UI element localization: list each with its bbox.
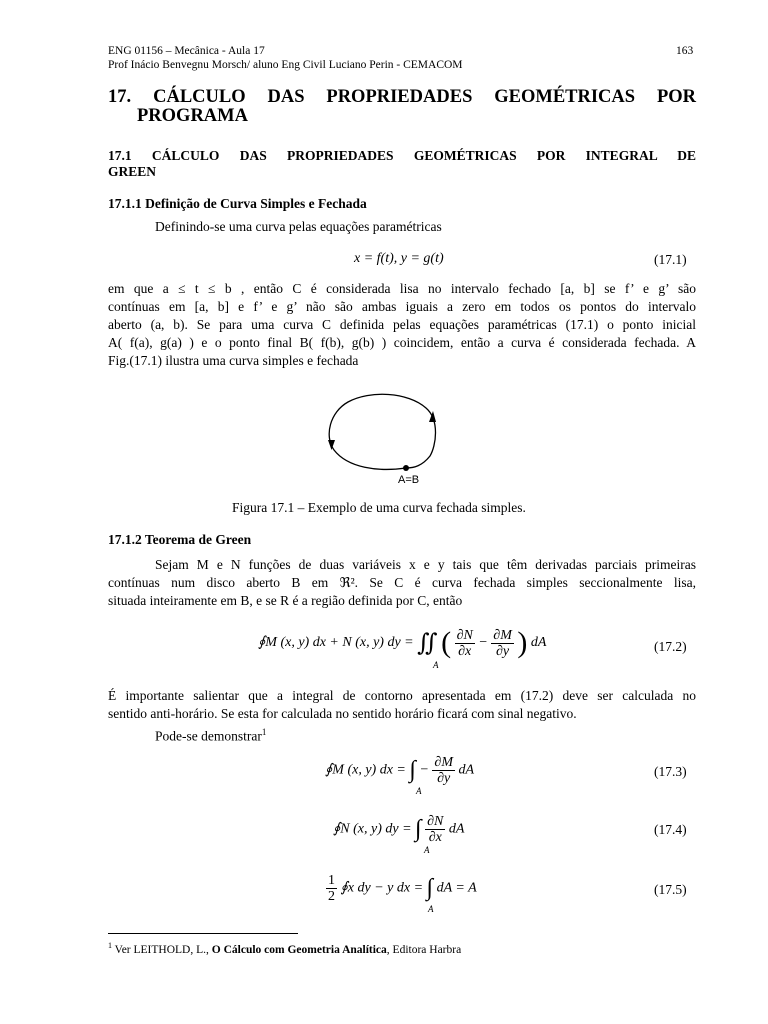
paragraph-line: situada inteiramente em B, e se R é a região definida por C, então [108,593,463,608]
section-title-line2: PROGRAMA [137,106,248,126]
left-paren: ( [441,626,452,659]
footnote-prefix: Ver LEITHOLD, L., [114,943,212,956]
running-header-authors: Prof Inácio Benvegnu Morsch/ aluno Eng Civil Luciano Perin - CEMACOM [108,59,463,71]
fraction-one-half [326,873,337,904]
area-differential: dA [530,635,547,651]
integral-sign: ∫ [409,757,416,783]
footnote-reference: 1 [261,727,267,737]
double-integral-sign: ∬ [417,630,438,657]
paragraph-contour-direction [108,687,696,746]
paragraph-line: É importante salientar que a integral de contorno apresentada em (17.2) deve ser calculada no [108,688,696,703]
eq-17-3-lhs: ∮M (x, y) dx = [325,762,406,778]
footnote-book-title: O Cálculo com Geometria Analítica [211,943,387,956]
subsubsection-title-2: 17.1.2 Teorema de Green [108,532,252,547]
equation-number-17-5: (17.5) [654,882,687,897]
footnote-mark: 1 [108,941,112,950]
direction-arrow-left [328,440,335,450]
equation-17-4 [333,814,464,845]
integral-sign: ∫ [426,875,434,901]
equation-17-2 [258,626,546,660]
section-number: 17. [108,87,132,107]
equation-number-17-4: (17.4) [654,822,687,837]
region-label: A [433,660,439,670]
denominator: ∂x [458,643,472,659]
paragraph-line: A( f(a), g(a) ) e o ponto final B( f(b), g(b) ) coincidem, então a curva é considerada fechada. A [108,335,696,350]
denominator: 2 [328,889,335,904]
numerator: ∂M [493,627,512,643]
numerator: ∂N [456,627,473,643]
eq-17-2-lhs: ∮M (x, y) dx + N (x, y) dy = [258,635,414,651]
paragraph-line: Sejam M e N funções de duas variáveis x e y tais que têm derivadas parciais primeiras [155,557,696,572]
start-end-point [403,465,409,471]
paragraph-line: aberto (a, b). Se para uma curva C definida pelas equações paramétricas (17.1) o ponto inicial [108,317,696,332]
equation-17-5 [326,873,477,904]
closed-curve-figure [318,388,448,488]
demonstrate-text: Pode-se demonstrar [155,728,262,744]
denominator: ∂y [437,771,451,786]
denominator: ∂x [428,830,442,845]
intro-text: Definindo-se uma curva pelas equações paramétricas [155,219,442,234]
equation-17-1: x = f(t), y = g(t) [354,251,444,266]
eq-17-5-lhs: ∮x dy − y dx = [340,880,424,896]
eq-17-5-rhs: dA = A [436,880,477,896]
equation-number-17-2: (17.2) [654,639,687,654]
paragraph-line [108,723,696,746]
page-number: 163 [676,45,694,57]
subsubsection-title-1: 17.1.1 Definição de Curva Simples e Fechada [108,196,367,211]
fraction-dm-dy [491,628,514,659]
region-label: A [416,786,422,796]
integral-sign: ∫ [415,816,422,842]
numerator: 1 [328,873,335,888]
region-label: A [424,845,430,855]
paragraph-green-theorem [108,556,696,610]
fraction-dn-dx [455,628,475,659]
paragraph-line: contínuas num disco aberto B em ℜ². Se C é curva fechada simples seccionalmente lisa, [108,575,696,590]
area-differential: dA [458,762,475,778]
numerator: ∂M [434,755,453,770]
equation-17-3 [325,755,474,786]
subsection-title-line1: 17.1 CÁLCULO DAS PROPRIEDADES GEOMÉTRICAS POR INTEGRAL DE [108,148,696,163]
closed-curve-path [329,394,435,469]
equation-number-17-1: (17.1) [654,252,687,267]
minus-sign: − [419,762,429,778]
fraction-dn-dx [425,814,445,845]
section-title-line1: CÁLCULO DAS PROPRIEDADES GEOMÉTRICAS POR [153,87,696,107]
point-label-a-equals-b: A=B [398,474,420,486]
running-header-course: ENG 01156 – Mecânica - Aula 17 [108,45,265,57]
fraction-dm-dy [432,755,455,786]
paragraph-line: em que a ≤ t ≤ b , então C é considerada lisa no intervalo fechado [a, b] se f’ e g’ são [108,281,696,296]
figure-caption: Figura 17.1 – Exemplo de uma curva fechada simples. [232,500,526,515]
denominator: ∂y [496,643,510,659]
paragraph-line: contínuas em [a, b] e f’ e g’ não são ambas iguais a zero em todos os pontos do intervalo [108,299,696,314]
region-label: A [428,904,434,914]
footnote-suffix: , Editora Harbra [386,943,462,956]
paragraph-curve-definition [108,280,696,370]
minus-sign: − [478,635,488,651]
footnote-rule [108,933,298,934]
numerator: ∂N [427,814,444,829]
subsection-title-line2: GREEN [108,164,157,179]
area-differential: dA [448,821,465,837]
eq-17-4-lhs: ∮N (x, y) dy = [333,821,412,837]
paragraph-line: sentido anti-horário. Se esta for calculada no sentido horário ficará com sinal negativo. [108,706,577,721]
section-title [108,87,696,127]
right-paren: ) [517,626,528,659]
footnote [108,941,461,956]
equation-number-17-3: (17.3) [654,764,687,779]
paragraph-line: Fig.(17.1) ilustra uma curva simples e fechada [108,353,359,368]
subsection-title [108,148,696,180]
